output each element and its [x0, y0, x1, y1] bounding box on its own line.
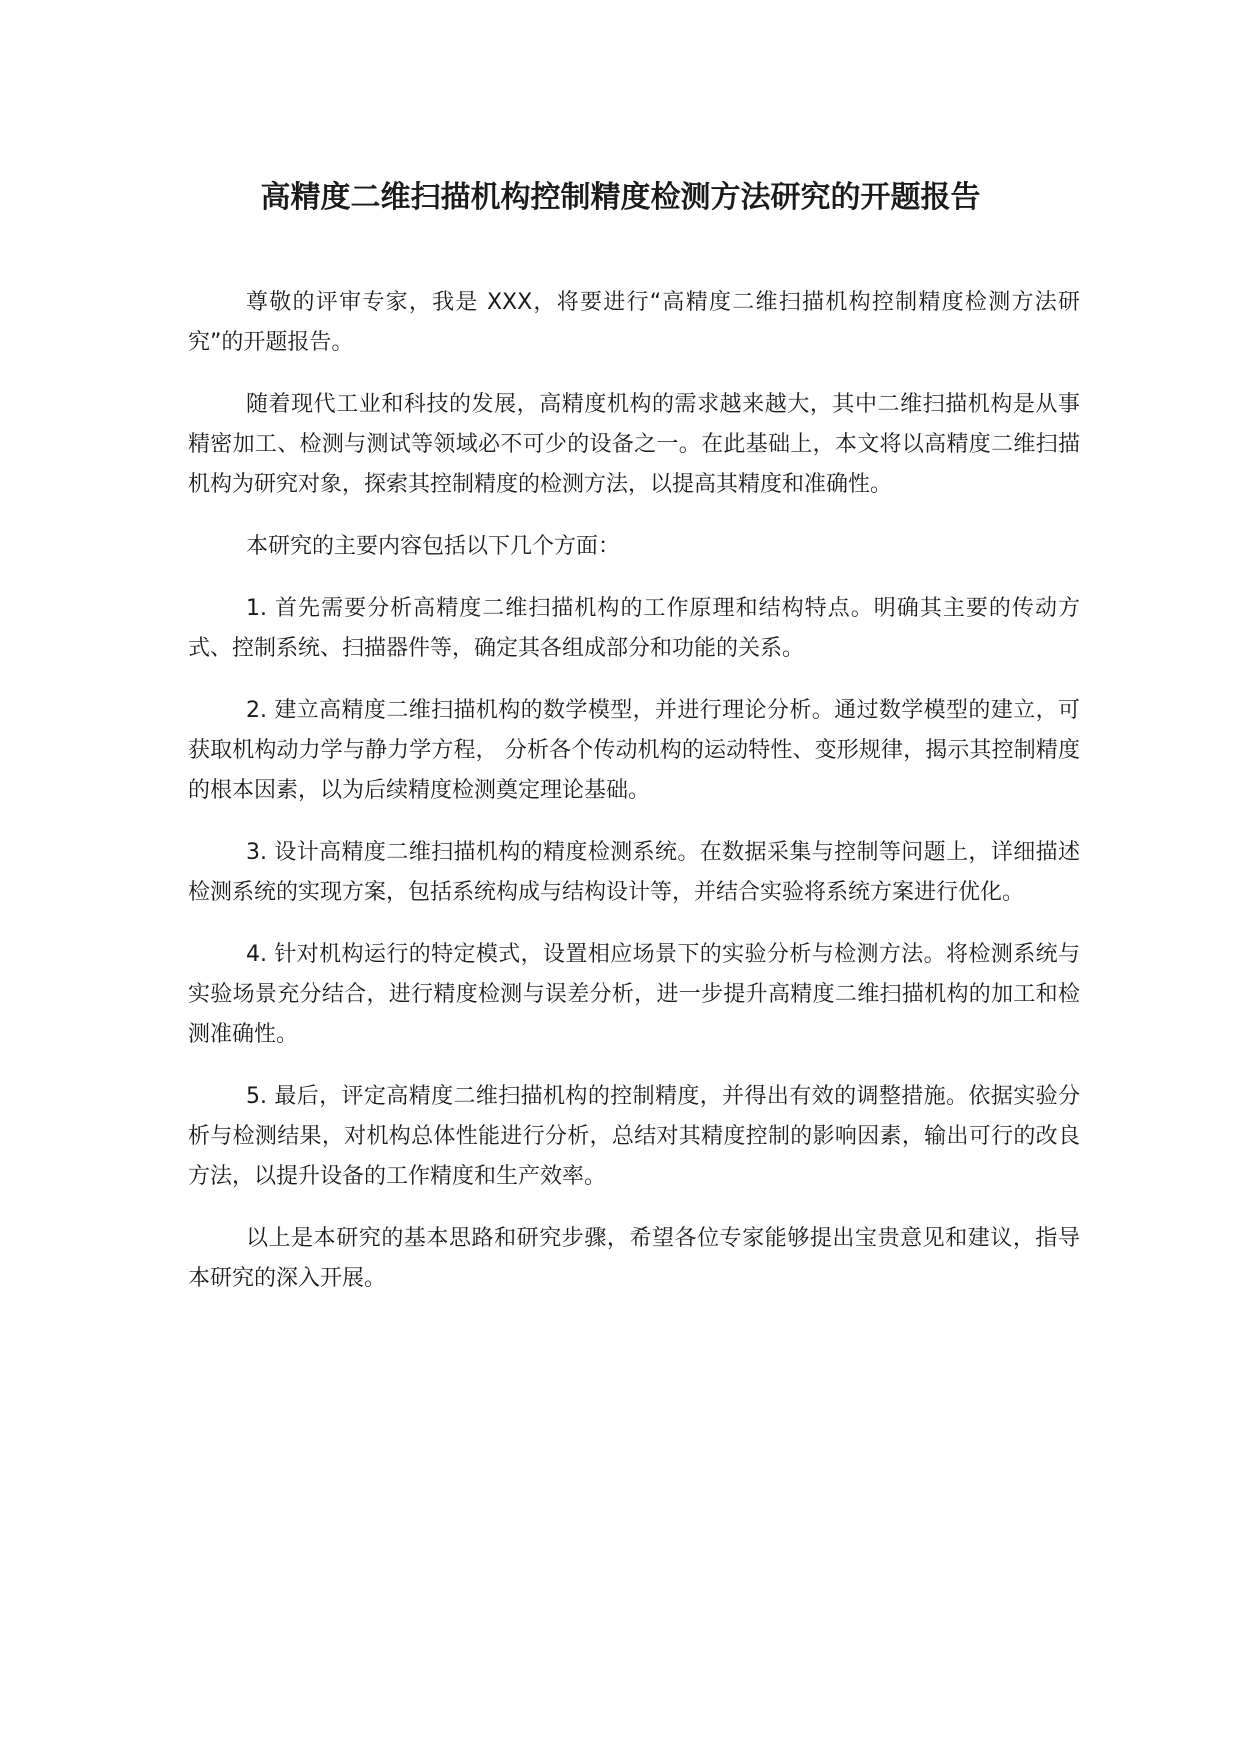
paragraph-item-5: 5. 最后，评定高精度二维扫描机构的控制精度，并得出有效的调整措施。依据实验分析与检测结果，对机构总体性能进行分析，总结对其精度控制的影响因素，输出可行的改良方法，以提升设备的工作精度和生产效率。	[188, 1084, 1080, 1189]
paragraph-background: 随着现代工业和科技的发展，高精度机构的需求越来越大，其中二维扫描机构是从事精密加工、检测与测试等领域必不可少的设备之一。在此基础上，本文将以高精度二维扫描机构为研究对象，探索其控制精度的检测方法，以提高其精度和准确性。	[188, 392, 1080, 497]
paragraph-item-2: 2. 建立高精度二维扫描机构的数学模型，并进行理论分析。通过数学模型的建立，可获取机构动力学与静力学方程， 分析各个传动机构的运动特性、变形规律，揭示其控制精度的根本因素，以为后续精度检测奠定理论基础。	[188, 698, 1080, 803]
document-body	[188, 283, 1080, 1321]
paragraph-item-3: 3. 设计高精度二维扫描机构的精度检测系统。在数据采集与控制等问题上，详细描述检测系统的实现方案，包括系统构成与结构设计等，并结合实验将系统方案进行优化。	[188, 840, 1080, 905]
paragraph-greeting: 尊敬的评审专家，我是 XXX，将要进行“高精度二维扫描机构控制精度检测方法研究”的开题报告。	[188, 290, 1080, 355]
paragraph-closing: 以上是本研究的基本思路和研究步骤，希望各位专家能够提出宝贵意见和建议，指导本研究的深入开展。	[188, 1226, 1080, 1291]
paragraph-contents-intro: 本研究的主要内容包括以下几个方面：	[246, 534, 621, 559]
document-title: 高精度二维扫描机构控制精度检测方法研究的开题报告	[260, 180, 981, 215]
paragraph-item-4: 4. 针对机构运行的特定模式，设置相应场景下的实验分析与检测方法。将检测系统与实验场景充分结合，进行精度检测与误差分析，进一步提升高精度二维扫描机构的加工和检测准确性。	[188, 942, 1080, 1047]
paragraph-item-1: 1. 首先需要分析高精度二维扫描机构的工作原理和结构特点。明确其主要的传动方式、控制系统、扫描器件等，确定其各组成部分和功能的关系。	[188, 596, 1080, 661]
